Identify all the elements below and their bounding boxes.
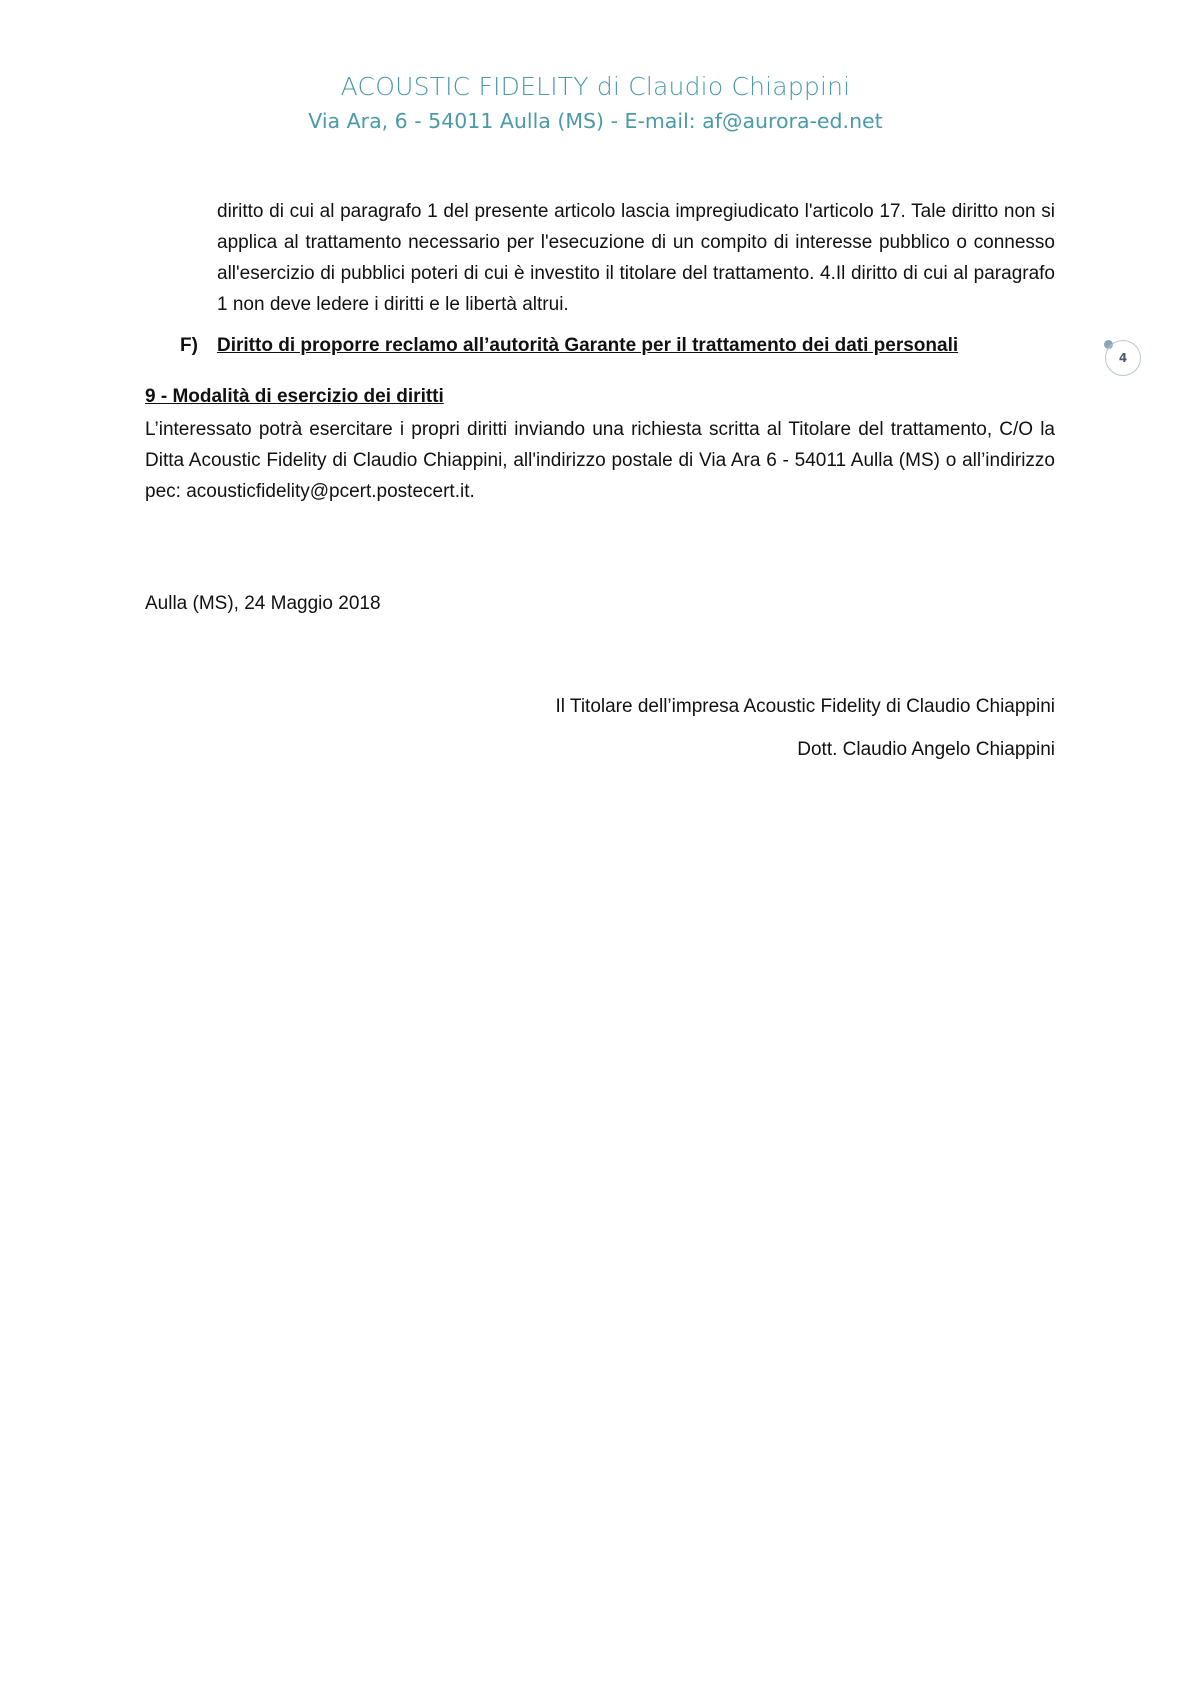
section-paragraph: L’interessato potrà esercitare i propri diritti inviando una richiesta scritta al Titolare del trattamento, C/O la Ditta Acoustic Fidelity di Claudio Chiappini, all'indirizzo postale di Via Ara 6 - 54011 Aulla (MS) o all’indirizzo pec: acousticfidelity@pcert.postecert.it. [145, 419, 1055, 502]
page-number-badge: 4 [1105, 340, 1141, 376]
place-date: Aulla (MS), 24 Maggio 2018 [145, 593, 381, 614]
list-marker: F) [180, 335, 198, 356]
page-header [0, 70, 1191, 136]
document-body [145, 196, 1055, 507]
article-continuation: diritto di cui al paragrafo 1 del presente articolo lascia impregiudicato l'articolo 17. Tale diritto non si applica al trattamento necessario per l'esecuzione di un compito di interesse pubblico o connesso all'esercizio di pubblici poteri di cui è investito il titolare del trattamento. 4.Il diritto di cui al paragrafo 1 non deve ledere i diritti e le libertà altrui. [217, 201, 1055, 315]
list-item-text: Diritto di proporre reclamo all’autorità Garante per il trattamento dei dati personali [217, 335, 959, 356]
list-item-f [145, 330, 1055, 361]
signature-block [555, 691, 1055, 765]
company-address: Via Ara, 6 - 54011 Aulla (MS) - E-mail: af@aurora-ed.net [308, 109, 883, 133]
signature-title: Il Titolare dell’impresa Acoustic Fidelity di Claudio Chiappini [555, 696, 1055, 717]
company-name: ACOUSTIC FIDELITY di Claudio Chiappini [340, 72, 851, 101]
signature-name: Dott. Claudio Angelo Chiappini [797, 739, 1055, 760]
section-heading: 9 - Modalità di esercizio dei diritti [145, 386, 444, 407]
